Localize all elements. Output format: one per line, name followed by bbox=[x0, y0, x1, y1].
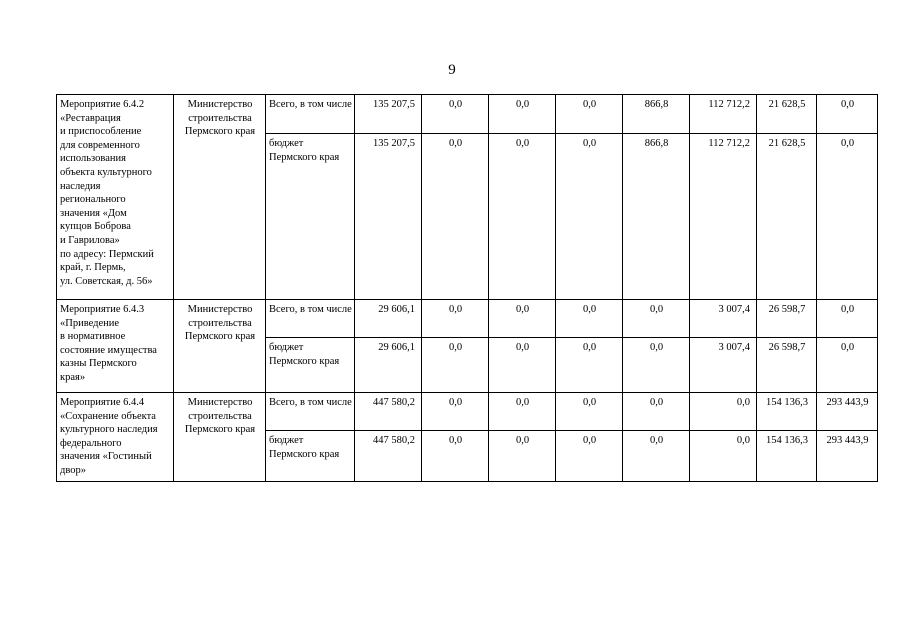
amount-cell: 293 443,9 bbox=[817, 393, 878, 431]
event-name-line: значения «Дом bbox=[60, 207, 127, 219]
amount-cell: 26 598,7 bbox=[757, 338, 817, 393]
amount-cell: 0,0 bbox=[817, 338, 878, 393]
event-name-line: двор» bbox=[60, 464, 86, 476]
amount-cell: 135 207,5 bbox=[355, 95, 422, 134]
amount-cell: 112 712,2 bbox=[690, 95, 757, 134]
event-name-line: ул. Советская, д. 56» bbox=[60, 275, 153, 287]
funding-source-cell: бюджет Пермского края bbox=[266, 134, 355, 300]
event-name-line: наследия bbox=[60, 180, 101, 192]
event-name-line: использования bbox=[60, 153, 126, 165]
executor-cell: Министерство строительства Пермского края bbox=[174, 300, 266, 393]
event-name-line: регионального bbox=[60, 194, 126, 206]
budget-table bbox=[56, 94, 878, 482]
amount-cell: 0,0 bbox=[556, 95, 623, 134]
amount-cell: 0,0 bbox=[817, 134, 878, 300]
event-name-line: объекта культурного bbox=[60, 166, 152, 178]
event-name-line: в нормативное bbox=[60, 331, 126, 343]
funding-source-cell: бюджет Пермского края bbox=[266, 431, 355, 482]
table-row bbox=[57, 300, 878, 338]
amount-cell: 447 580,2 bbox=[355, 393, 422, 431]
table-row bbox=[57, 95, 878, 134]
amount-cell: 3 007,4 bbox=[690, 338, 757, 393]
executor-cell: Министерство строительства Пермского края bbox=[174, 393, 266, 482]
amount-cell: 0,0 bbox=[623, 300, 690, 338]
page-number: 9 bbox=[448, 62, 456, 78]
event-name-line: состояние имущества bbox=[60, 344, 157, 356]
amount-cell: 0,0 bbox=[817, 95, 878, 134]
amount-cell: 0,0 bbox=[489, 338, 556, 393]
event-name-cell bbox=[57, 95, 174, 300]
event-name-line: значения «Гостиный bbox=[60, 451, 152, 463]
event-name-line: федерального bbox=[60, 437, 122, 449]
event-name-line: по адресу: Пермский bbox=[60, 248, 154, 260]
amount-cell: 154 136,3 bbox=[757, 431, 817, 482]
amount-cell: 0,0 bbox=[489, 431, 556, 482]
event-name-line: и Гаврилова» bbox=[60, 234, 120, 246]
event-name-cell bbox=[57, 393, 174, 482]
amount-cell: 0,0 bbox=[623, 338, 690, 393]
amount-cell: 0,0 bbox=[690, 431, 757, 482]
amount-cell: 29 606,1 bbox=[355, 300, 422, 338]
event-name-line: для современного bbox=[60, 139, 140, 151]
event-name-line: «Приведение bbox=[60, 317, 120, 329]
event-name-line: и приспособление bbox=[60, 126, 142, 138]
amount-cell: 0,0 bbox=[623, 431, 690, 482]
event-name-line: Мероприятие 6.4.4 bbox=[60, 397, 145, 408]
amount-cell: 0,0 bbox=[489, 95, 556, 134]
amount-cell: 135 207,5 bbox=[355, 134, 422, 300]
event-name-line: Мероприятие 6.4.2 bbox=[60, 99, 145, 110]
event-name-line: край, г. Пермь, bbox=[60, 262, 126, 274]
amount-cell: 0,0 bbox=[422, 95, 489, 134]
amount-cell: 447 580,2 bbox=[355, 431, 422, 482]
amount-cell: 0,0 bbox=[422, 300, 489, 338]
funding-source-cell: бюджет Пермского края bbox=[266, 338, 355, 393]
event-name-cell bbox=[57, 300, 174, 393]
event-name-line: купцов Боброва bbox=[60, 221, 131, 233]
event-name-line: «Реставрация bbox=[60, 112, 121, 124]
amount-cell: 0,0 bbox=[489, 300, 556, 338]
amount-cell: 0,0 bbox=[623, 393, 690, 431]
amount-cell: 0,0 bbox=[556, 300, 623, 338]
amount-cell: 0,0 bbox=[422, 431, 489, 482]
event-name-line: Мероприятие 6.4.3 bbox=[60, 304, 145, 315]
amount-cell: 0,0 bbox=[422, 134, 489, 300]
amount-cell: 0,0 bbox=[489, 393, 556, 431]
amount-cell: 0,0 bbox=[690, 393, 757, 431]
executor-cell: Министерство строительства Пермского края bbox=[174, 95, 266, 300]
amount-cell: 3 007,4 bbox=[690, 300, 757, 338]
amount-cell: 866,8 bbox=[623, 95, 690, 134]
event-name-line: культурного наследия bbox=[60, 424, 158, 436]
amount-cell: 0,0 bbox=[556, 338, 623, 393]
amount-cell: 0,0 bbox=[556, 431, 623, 482]
amount-cell: 0,0 bbox=[422, 338, 489, 393]
event-name-line: «Сохранение объекта bbox=[60, 410, 156, 422]
amount-cell: 0,0 bbox=[556, 393, 623, 431]
event-name-line: края» bbox=[60, 371, 86, 383]
amount-cell: 21 628,5 bbox=[757, 95, 817, 134]
amount-cell: 293 443,9 bbox=[817, 431, 878, 482]
amount-cell: 0,0 bbox=[422, 393, 489, 431]
amount-cell: 112 712,2 bbox=[690, 134, 757, 300]
funding-source-cell: Всего, в том числе bbox=[266, 393, 355, 431]
amount-cell: 154 136,3 bbox=[757, 393, 817, 431]
event-name-line: казны Пермского bbox=[60, 358, 137, 370]
amount-cell: 0,0 bbox=[556, 134, 623, 300]
amount-cell: 21 628,5 bbox=[757, 134, 817, 300]
table-row bbox=[57, 393, 878, 431]
amount-cell: 0,0 bbox=[489, 134, 556, 300]
amount-cell: 0,0 bbox=[817, 300, 878, 338]
amount-cell: 29 606,1 bbox=[355, 338, 422, 393]
funding-source-cell: Всего, в том числе bbox=[266, 300, 355, 338]
funding-source-cell: Всего, в том числе bbox=[266, 95, 355, 134]
amount-cell: 866,8 bbox=[623, 134, 690, 300]
amount-cell: 26 598,7 bbox=[757, 300, 817, 338]
